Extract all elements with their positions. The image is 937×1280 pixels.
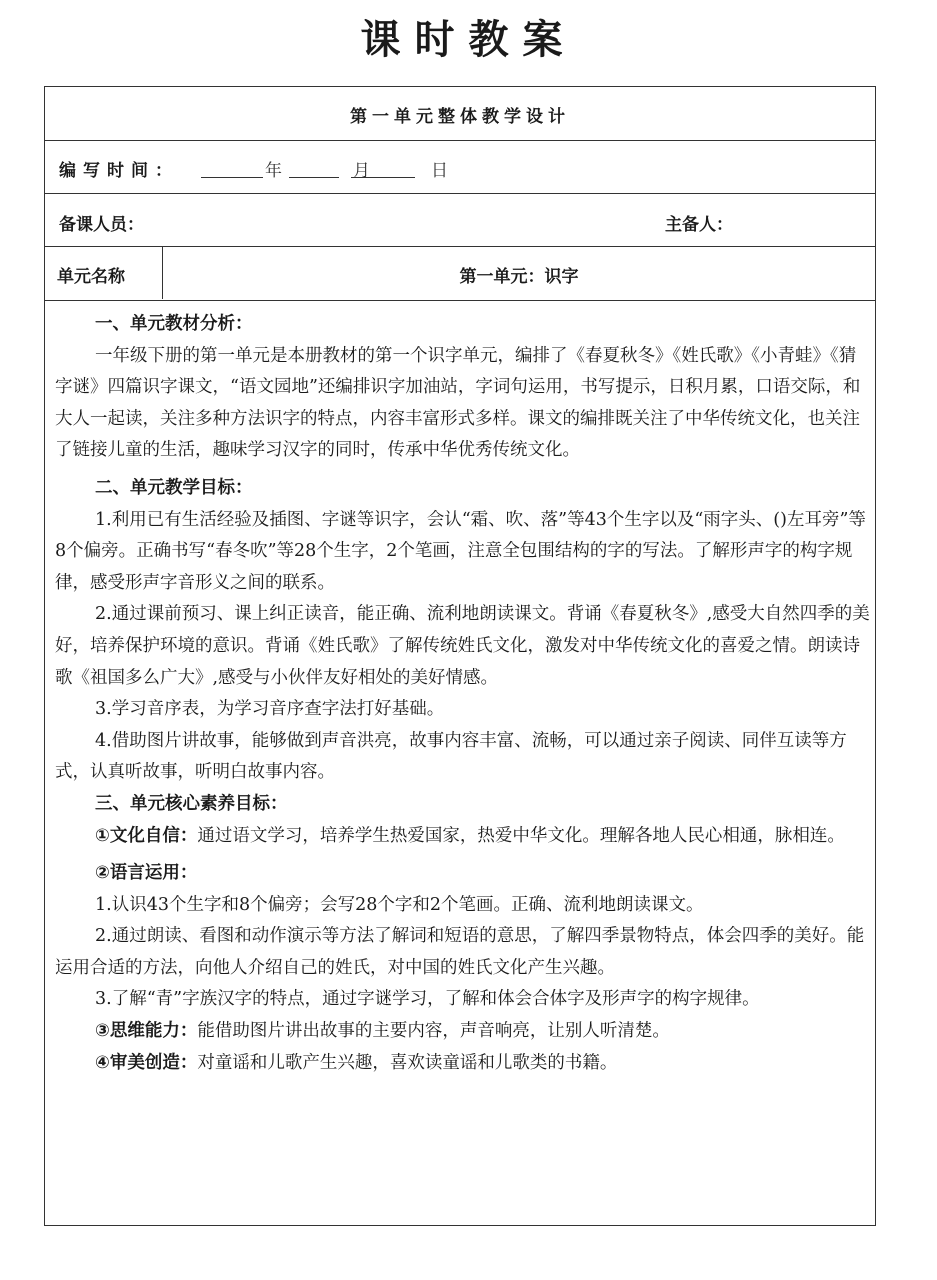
- unit-label: 单元名称: [57, 267, 125, 287]
- write-time-row: [45, 141, 875, 194]
- preparers-row: [45, 194, 875, 247]
- unit-name: 第一单元：识字: [459, 267, 579, 287]
- unit-row: [45, 247, 875, 301]
- aesthetic-goal: [55, 1048, 871, 1080]
- section-1-heading: 一、单元教材分析：: [95, 314, 253, 334]
- aesthetic-label: ④审美创造：: [95, 1052, 198, 1073]
- section-2-heading: 二、单元教学目标：: [95, 477, 253, 498]
- month-label: 月: [353, 161, 370, 181]
- header-title: 第一单元整体教学设计: [350, 107, 570, 127]
- goal-item-1: 1.利用已有生活经验及插图、字谜等识字，会认“霜、吹、落”等43个生字以及“雨字头、()左耳旁”等8个偏旁。正确书写“春冬吹”等28个生字，2个笔画，注意全包围结构的字的写法。了解形声字的构字规律，感受形声字音形义之间的联系。: [55, 509, 866, 593]
- culture-label: ①文化自信：: [95, 825, 198, 846]
- language-item-2: 2.通过朗读、看图和动作演示等方法了解词和短语的意思，了解四季景物特点，体会四季的美好。能运用合适的方法，向他人介绍自己的姓氏，对中国的姓氏文化产生兴趣。: [55, 926, 865, 978]
- language-item-1: 1.认识43个生字和8个偏旁；会写28个字和2个笔画。正确、流利地朗读课文。: [95, 894, 704, 915]
- unit-label-cell: [45, 247, 163, 299]
- day-label: 日: [431, 161, 448, 181]
- goal-item-2: 2.通过课前预习、课上纠正读音，能正确、流利地朗读课文。背诵《春夏秋冬》,感受大自然四季的美好，培养保护环境的意识。背诵《姓氏歌》了解传统姓氏文化，激发对中华传统文化的喜爱之情。朗读诗歌《祖国多么广大》,感受与小伙伴友好相处的美好情感。: [55, 604, 870, 688]
- month-blank: [289, 177, 339, 178]
- goal-item-4: 4.借助图片讲故事，能够做到声音洪亮，故事内容丰富、流畅，可以通过亲子阅读、同伴互读等方式，认真听故事，听明白故事内容。: [55, 730, 847, 783]
- lesson-plan-table: [44, 86, 876, 1226]
- section-3-heading: 三、单元核心素养目标：: [95, 793, 288, 814]
- preparers-label: 备课人员：: [59, 215, 144, 235]
- year-blank: [201, 177, 263, 178]
- language-item-3: 3.了解“青”字族汉字的特点，通过字谜学习，了解和体会合体字及形声字的构字规律。: [95, 989, 760, 1010]
- section-1-text: 一年级下册的第一单元是本册教材的第一个识字单元，编排了《春夏秋冬》《姓氏歌》《小青蛙》《猜字谜》四篇识字课文，“语文园地”还编排识字加油站，字词句运用，书写提示，日积月累，口语交际，和大人一起读，关注多种方法识字的特点，内容丰富形式多样。课文的编排既关注了中华传统文化，也关注了链接儿童的生活，趣味学习汉字的同时，传承中华优秀传统文化。: [55, 345, 861, 461]
- content-body: [55, 309, 871, 1079]
- thinking-text: 能借助图片讲出故事的主要内容，声音响亮，让别人听清楚。: [197, 1021, 670, 1042]
- aesthetic-text: 对童谣和儿歌产生兴趣，喜欢读童谣和儿歌类的书籍。: [197, 1052, 618, 1073]
- culture-goal: [55, 821, 871, 853]
- lead-preparer-label: 主备人：: [665, 215, 733, 235]
- write-time-label: 编写时间：: [59, 161, 179, 181]
- goal-item-3: 3.学习音序表，为学习音序查字法打好基础。: [95, 699, 445, 720]
- language-goal: [55, 858, 871, 890]
- thinking-label: ③思维能力：: [95, 1021, 198, 1042]
- year-label: 年: [265, 161, 282, 181]
- page-title: 课时教案: [360, 17, 577, 63]
- header-row: [45, 87, 875, 141]
- thinking-goal: [55, 1016, 871, 1048]
- day-blank: [351, 177, 415, 178]
- culture-text: 通过语文学习，培养学生热爱国家，热爱中华文化。理解各地人民心相通，脉相连。: [197, 825, 845, 846]
- language-label: ②语言运用：: [95, 863, 198, 884]
